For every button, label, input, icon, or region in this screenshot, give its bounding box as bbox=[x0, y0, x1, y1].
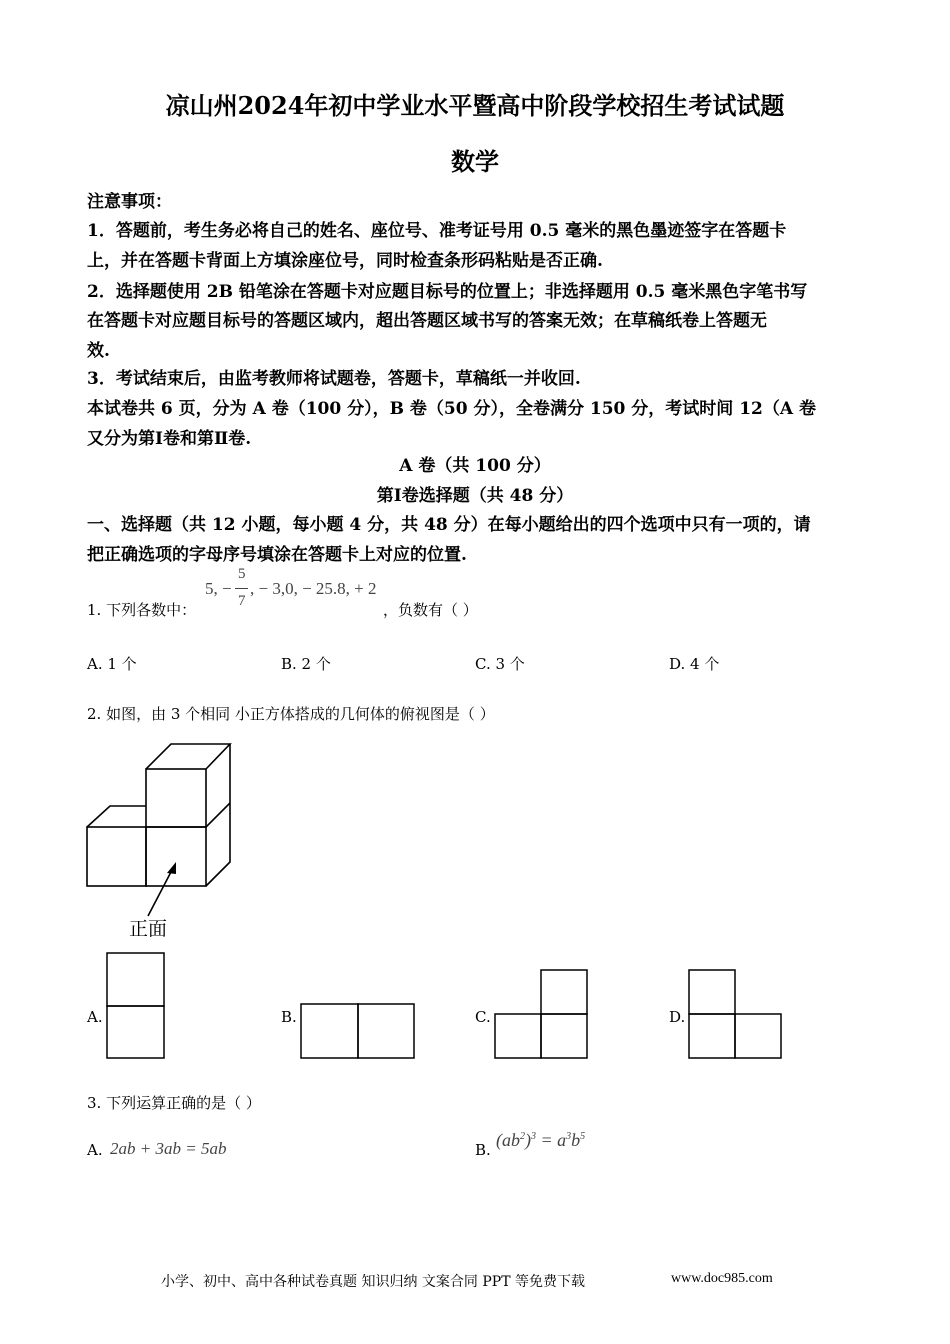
notice-line: 2．选择题使用 2B 铅笔涂在答题卡对应题目标号的位置上；非选择题用 0.5 毫米黑色字笔书写 bbox=[87, 282, 808, 302]
q3-option-a-math: 2ab + 3ab = 5ab bbox=[110, 1139, 227, 1158]
q1-math-left: 5, − bbox=[205, 579, 232, 598]
front-label: 正面 bbox=[129, 918, 168, 940]
q2-option-a-label: A. bbox=[87, 1008, 103, 1026]
notice-heading: 注意事项： bbox=[87, 192, 172, 212]
q3-option-b-math bbox=[496, 1130, 585, 1151]
q1-stem: 1. 下列各数中： bbox=[87, 601, 197, 619]
q3-b-b: b bbox=[571, 1130, 581, 1150]
exam-title: 凉山州2024年初中学业水平暨高中阶段学校招生考试试题 bbox=[165, 91, 785, 120]
notice-line: 又分为第Ⅰ卷和第Ⅱ卷. bbox=[87, 429, 252, 449]
q1-frac-denominator: 7 bbox=[238, 593, 246, 609]
notice-line: 上，并在答题卡背面上方填涂座位号，同时检查条形码粘贴是否正确. bbox=[87, 251, 603, 271]
q3-b-eq: = a bbox=[536, 1130, 567, 1150]
q2-stem: 2. 如图，由 3 个相同 小正方体搭成的几何体的俯视图是（ ） bbox=[87, 705, 495, 723]
notice-line: 1．答题前，考生务必将自己的姓名、座位号、准考证号用 0.5 毫米的黑色墨迹签字在答题卡 bbox=[87, 221, 787, 241]
q3-b-base: (ab bbox=[496, 1130, 520, 1150]
q1-frac-numerator: 5 bbox=[238, 566, 246, 582]
q1-math-right: , − 3,0, − 25.8, + 2 bbox=[250, 579, 377, 598]
q3-b-a-exp: 3 bbox=[566, 1131, 572, 1142]
q2-option-b-label: B. bbox=[281, 1008, 297, 1026]
q1-option-c: C. 3 个 bbox=[475, 655, 525, 673]
q3-option-b-label: B. bbox=[475, 1141, 491, 1159]
q3-b-close: ) bbox=[525, 1130, 531, 1150]
notice-line: 在答题卡对应题目标号的答题区域内，超出答题区域书写的答案无效；在草稿纸卷上答题无 bbox=[87, 311, 767, 331]
q3-stem: 3. 下列运算正确的是（ ） bbox=[87, 1094, 261, 1112]
subject-title: 数学 bbox=[451, 147, 499, 176]
footer-text: 小学、初中、高中各种试卷真题 知识归纳 文案合同 PPT 等免费下载 bbox=[161, 1274, 585, 1290]
q1-option-d: D. 4 个 bbox=[669, 655, 720, 673]
notice-line: 效. bbox=[87, 341, 110, 361]
footer-link[interactable]: www.doc985.com bbox=[671, 1271, 773, 1286]
instruction-line: 一、选择题（共 12 小题，每小题 4 分，共 48 分）在每小题给出的四个选项中只有一项的，请 bbox=[87, 515, 811, 535]
q3-b-exp-out: 3 bbox=[531, 1131, 536, 1142]
q2-option-c-label: C. bbox=[475, 1008, 491, 1026]
q1-tail: ，负数有（ ） bbox=[383, 601, 478, 619]
notice-line: 本试卷共 6 页，分为 A 卷（100 分），B 卷（50 分），全卷满分 150 分，考试时间 12（A 卷 bbox=[87, 399, 816, 419]
section-a-heading: A 卷（共 100 分） bbox=[399, 456, 551, 476]
part-one-heading: 第Ⅰ卷选择题（共 48 分） bbox=[376, 486, 574, 506]
q3-option-a-label: A. bbox=[87, 1141, 103, 1159]
instruction-line: 把正确选项的字母序号填涂在答题卡上对应的位置. bbox=[87, 545, 467, 565]
q1-option-a: A. 1 个 bbox=[87, 655, 137, 673]
q2-option-d-label: D. bbox=[669, 1008, 686, 1026]
q1-option-b: B. 2 个 bbox=[281, 655, 331, 673]
q3-b-b-exp: 5 bbox=[580, 1131, 586, 1142]
notice-line: 3．考试结束后，由监考教师将试题卷，答题卡，草稿纸一并收回. bbox=[87, 369, 581, 389]
q3-b-exp-in: 2 bbox=[520, 1131, 525, 1142]
